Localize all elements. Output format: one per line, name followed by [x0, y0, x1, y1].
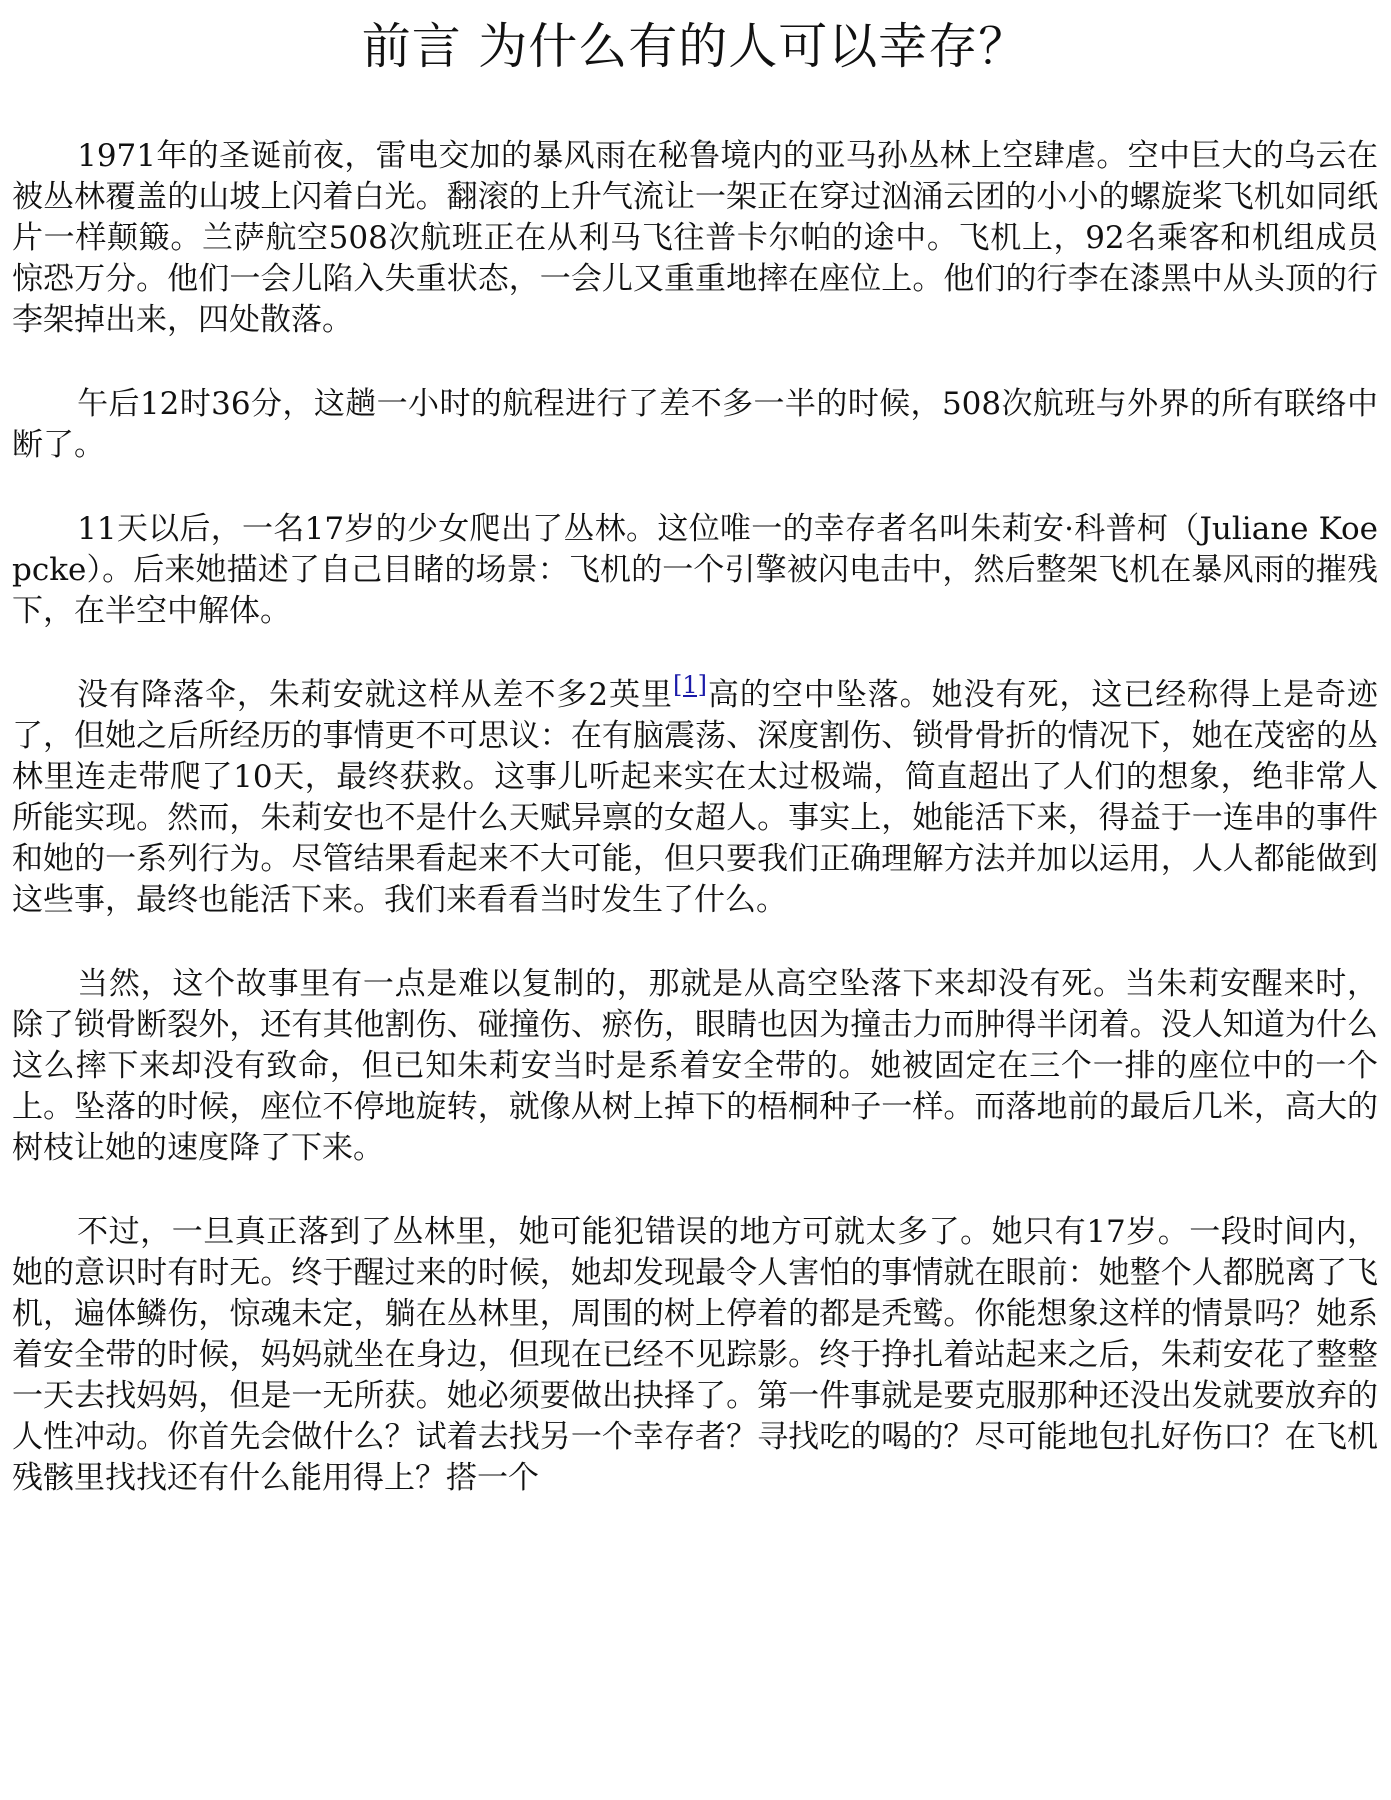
paragraph: 午后12时36分，这趟一小时的航程进行了差不多一半的时候，508次航班与外界的所有联络中断了。: [12, 386, 1378, 463]
paragraph-text-after: 高的空中坠落。她没有死，这已经称得上是奇迹了，但她之后所经历的事情更不可思议：在有脑震荡、深度割伤、锁骨骨折的情况下，她在茂密的丛林里连走带爬了10天，最终获救。这事儿听起来实在太过极端，简直超出了人们的想象，绝非常人所能实现。然而，朱莉安也不是什么天赋异禀的女超人。事实上，她能活下来，得益于一连串的事件和她的一系列行为。尽管结果看起来不大可能，但只要我们正确理解方法并加以运用，人人都能做到这些事，最终也能活下来。我们来看看当时发生了什么。: [12, 677, 1378, 918]
paragraph: 11天以后，一名17岁的少女爬出了丛林。这位唯一的幸存者名叫朱莉安·科普柯（Juliane Koepcke）。后来她描述了自己目睹的场景：飞机的一个引擎被闪电击中，然后整架飞机在暴风雨的摧残下，在半空中解体。: [12, 511, 1378, 629]
paragraph: [12, 671, 1378, 921]
footnote-link[interactable]: [1]: [672, 671, 707, 699]
chapter-title: 前言 为什么有的人可以幸存？: [361, 18, 1029, 75]
paragraph: 1971年的圣诞前夜，雷电交加的暴风雨在秘鲁境内的亚马孙丛林上空肆虐。空中巨大的乌云在被丛林覆盖的山坡上闪着白光。翻滚的上升气流让一架正在穿过汹涌云团的小小的螺旋桨飞机如同纸片一样颠簸。兰萨航空508次航班正在从利马飞往普卡尔帕的途中。飞机上，92名乘客和机组成员惊恐万分。他们一会儿陷入失重状态，一会儿又重重地摔在座位上。他们的行李在漆黑中从头顶的行李架掉出来，四处散落。: [12, 138, 1378, 338]
book-page: [12, 0, 1378, 1800]
paragraph-text-before: 没有降落伞，朱莉安就这样从差不多2英里: [77, 677, 673, 713]
paragraph: 不过，一旦真正落到了丛林里，她可能犯错误的地方可就太多了。她只有17岁。一段时间内，她的意识时有时无。终于醒过来的时候，她却发现最令人害怕的事情就在眼前：她整个人都脱离了飞机，遍体鳞伤，惊魂未定，躺在丛林里，周围的树上停着的都是秃鹫。你能想象这样的情景吗？她系着安全带的时候，妈妈就坐在身边，但现在已经不见踪影。终于挣扎着站起来之后，朱莉安花了整整一天去找妈妈，但是一无所获。她必须要做出抉择了。第一件事就是要克服那种还没出发就要放弃的人性冲动。你首先会做什么？试着去找另一个幸存者？寻找吃的喝的？尽可能地包扎好伤口？在飞机残骸里找找还有什么能用得上？搭一个: [12, 1214, 1378, 1496]
paragraph: 当然，这个故事里有一点是难以复制的，那就是从高空坠落下来却没有死。当朱莉安醒来时，除了锁骨断裂外，还有其他割伤、碰撞伤、瘀伤，眼睛也因为撞击力而肿得半闭着。没人知道为什么这么摔下来却没有致命，但已知朱莉安当时是系着安全带的。她被固定在三个一排的座位中的一个上。坠落的时候，座位不停地旋转，就像从树上掉下的梧桐种子一样。而落地前的最后几米，高大的树枝让她的速度降了下来。: [12, 966, 1378, 1166]
